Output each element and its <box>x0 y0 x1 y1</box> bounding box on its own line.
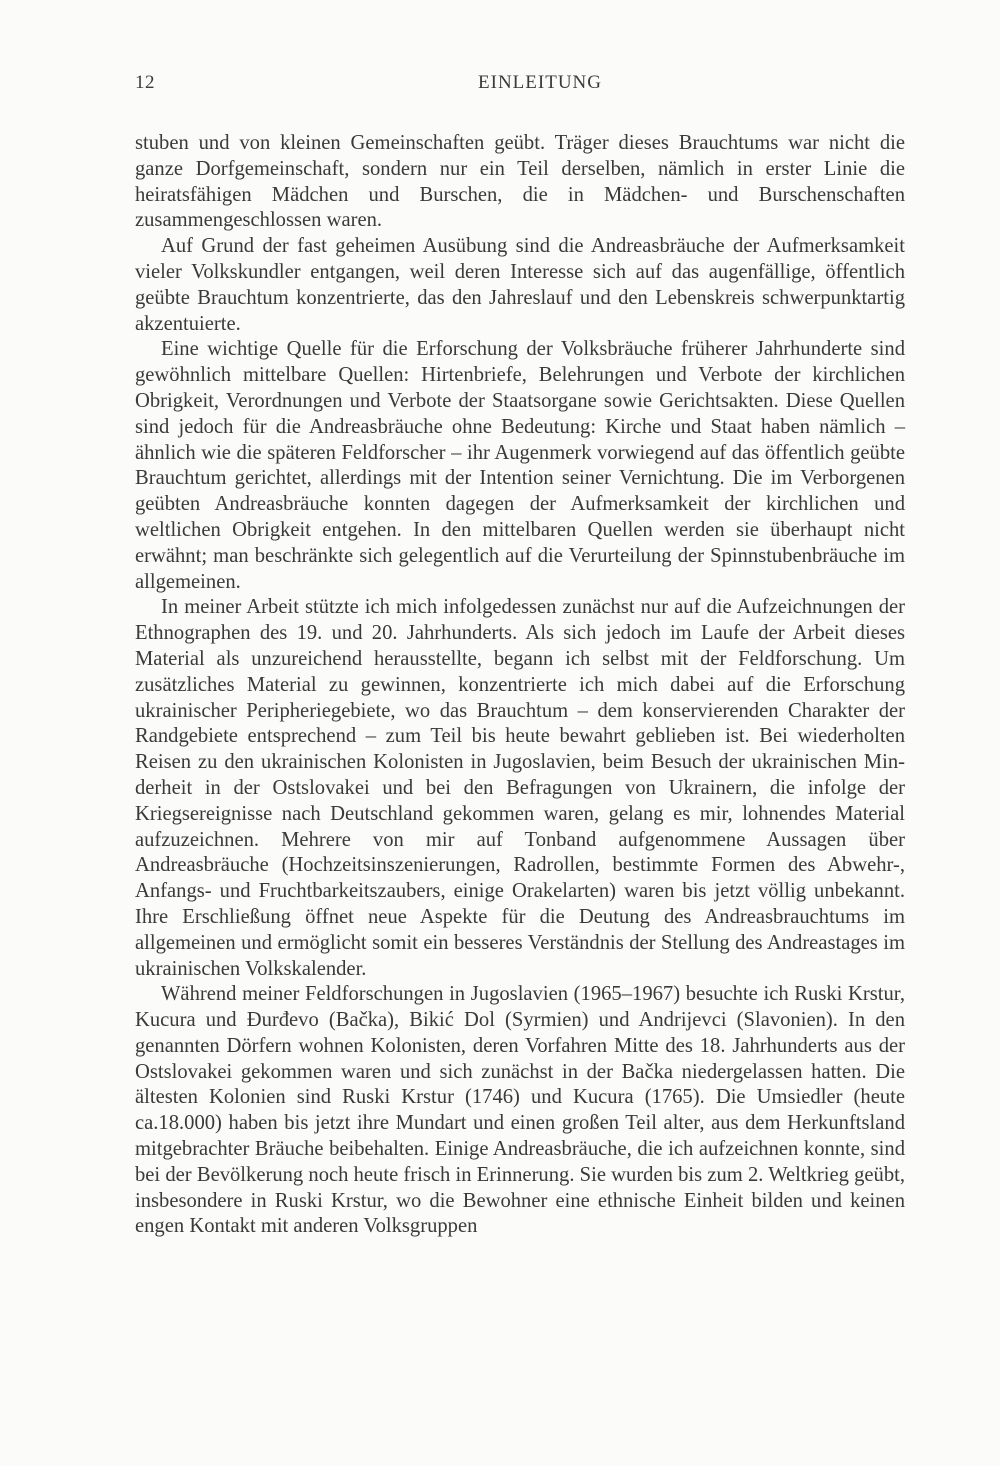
paragraph: Eine wichtige Quelle für die Erforschung der Volksbräuche früherer Jahrhunderte sind gewöhnlich mittelbare Quellen: Hirtenbriefe, Belehrungen und Verbote der kirchlichen Obrigkeit, Verordnungen und Verbote der Staatsorgane sowie Gerichtsakten. Diese Quellen sind jedoch für die Andreasbräuche ohne Bedeutung: Kirche und Staat haben nämlich – ähnlich wie die späteren Feldforscher – ihr Augenmerk vorwiegend auf das öffentlich geübte Brauchtum gerichtet, allerdings mit der Intention seiner Vernichtung. Die im Verborgenen geübten Andreasbräuche konnten dagegen der Aufmerksamkeit der kirchlichen und weltlichen Obrigkeit entgehen. In den mittelbaren Quellen werden sie überhaupt nicht erwähnt; man beschränkte sich gelegentlich auf die Verurteilung der Spinnstubenbräuche im allgemeinen. <box>135 338 905 593</box>
paragraph: Während meiner Feldforschungen in Jugoslavien (1965–1967) besuchte ich Ruski Krstur, Kucura und Đurđevo (Bačka), Bikić Dol (Syrmien) und Andrijevci (Slavonien). In den genannten Dörfern wohnen Kolonisten, deren Vorfahren Mitte des 18. Jahrhunderts aus der Ostslovakei gekommen waren und sich zunächst in der Bačka niedergelassen hatten. Die ältesten Kolonien sind Ruski Krstur (1746) und Kucura (1765). Die Umsiedler (heute ca.18.000) haben bis jetzt ihre Mundart und einen großen Teil alter, aus dem Herkunftsland mitgebrachter Bräuche beibehalten. Einige Andreasbräuche, die ich aufzeichnen konnte, sind bei der Bevölkerung noch heute frisch in Erinnerung. Sie wurden bis zum 2. Weltkrieg geübt, insbesondere in Ruski Krstur, wo die Bewohner eine ethnische Einheit bilden und keinen engen Kontakt mit anderen Volksgruppen <box>135 983 905 1238</box>
page-number: 12 <box>135 72 155 93</box>
paragraph-continued: stuben und von kleinen Gemeinschaften geübt. Träger dieses Brauchtums war nicht die ganze Dorfgemeinschaft, sondern nur ein Teil derselben, nämlich in erster Linie die heiratsfähigen Mädchen und Burschen, die in Mädchen- und Burschenschaften zusammengeschlossen waren. <box>135 132 905 232</box>
running-head <box>135 72 905 100</box>
running-title: EINLEITUNG <box>478 72 602 93</box>
paragraph: Auf Grund der fast geheimen Ausübung sind die Andreasbräuche der Aufmerksamkeit vieler Volkskundler entgangen, weil deren Interesse sich auf das augenfällige, öffentlich geübte Brauchtum konzentrierte, das den Jahreslauf und den Lebenskreis schwerpunktartig akzentuierte. <box>135 235 905 335</box>
paragraph: In meiner Arbeit stützte ich mich infolgedessen zunächst nur auf die Aufzeichnungen der Ethnographen des 19. und 20. Jahrhunderts. Als sich jedoch im Laufe der Arbeit dieses Material als unzureichend herausstellte, begann ich selbst mit der Feldforschung. Um zusätzliches Material zu gewinnen, konzentrierte ich mich dabei auf die Erforschung ukrainischer Peripheriegebiete, wo das Brauchtum – dem konservierenden Charakter der Randgebiete entsprechend – zum Teil bis heute bewahrt geblieben ist. Bei wiederholten Reisen zu den ukrainischen Kolonisten in Jugoslavien, beim Besuch der ukrainischen Minderheit in der Ostslovakei und bei den Befragungen von Ukrainern, die infolge der Kriegsereignisse nach Deutschland gekommen waren, gelang es mir, lohnendes Material aufzuzeichnen. Mehrere von mir auf Tonband aufgenommene Aussagen über Andreasbräuche (Hochzeitsinszenierungen, Radrollen, bestimmte Formen des Abwehr-, Anfangs- und Fruchtbarkeitszaubers, einige Orakelarten) waren bis jetzt völlig unbekannt. Ihre Erschließung öffnet neue Aspekte für die Deutung des Andreasbrauchtums im allgemeinen und ermöglicht somit ein besseres Verständnis der Stellung des Andreastages im ukrainischen Volkskalender. <box>135 596 905 980</box>
body-text <box>135 131 905 1240</box>
